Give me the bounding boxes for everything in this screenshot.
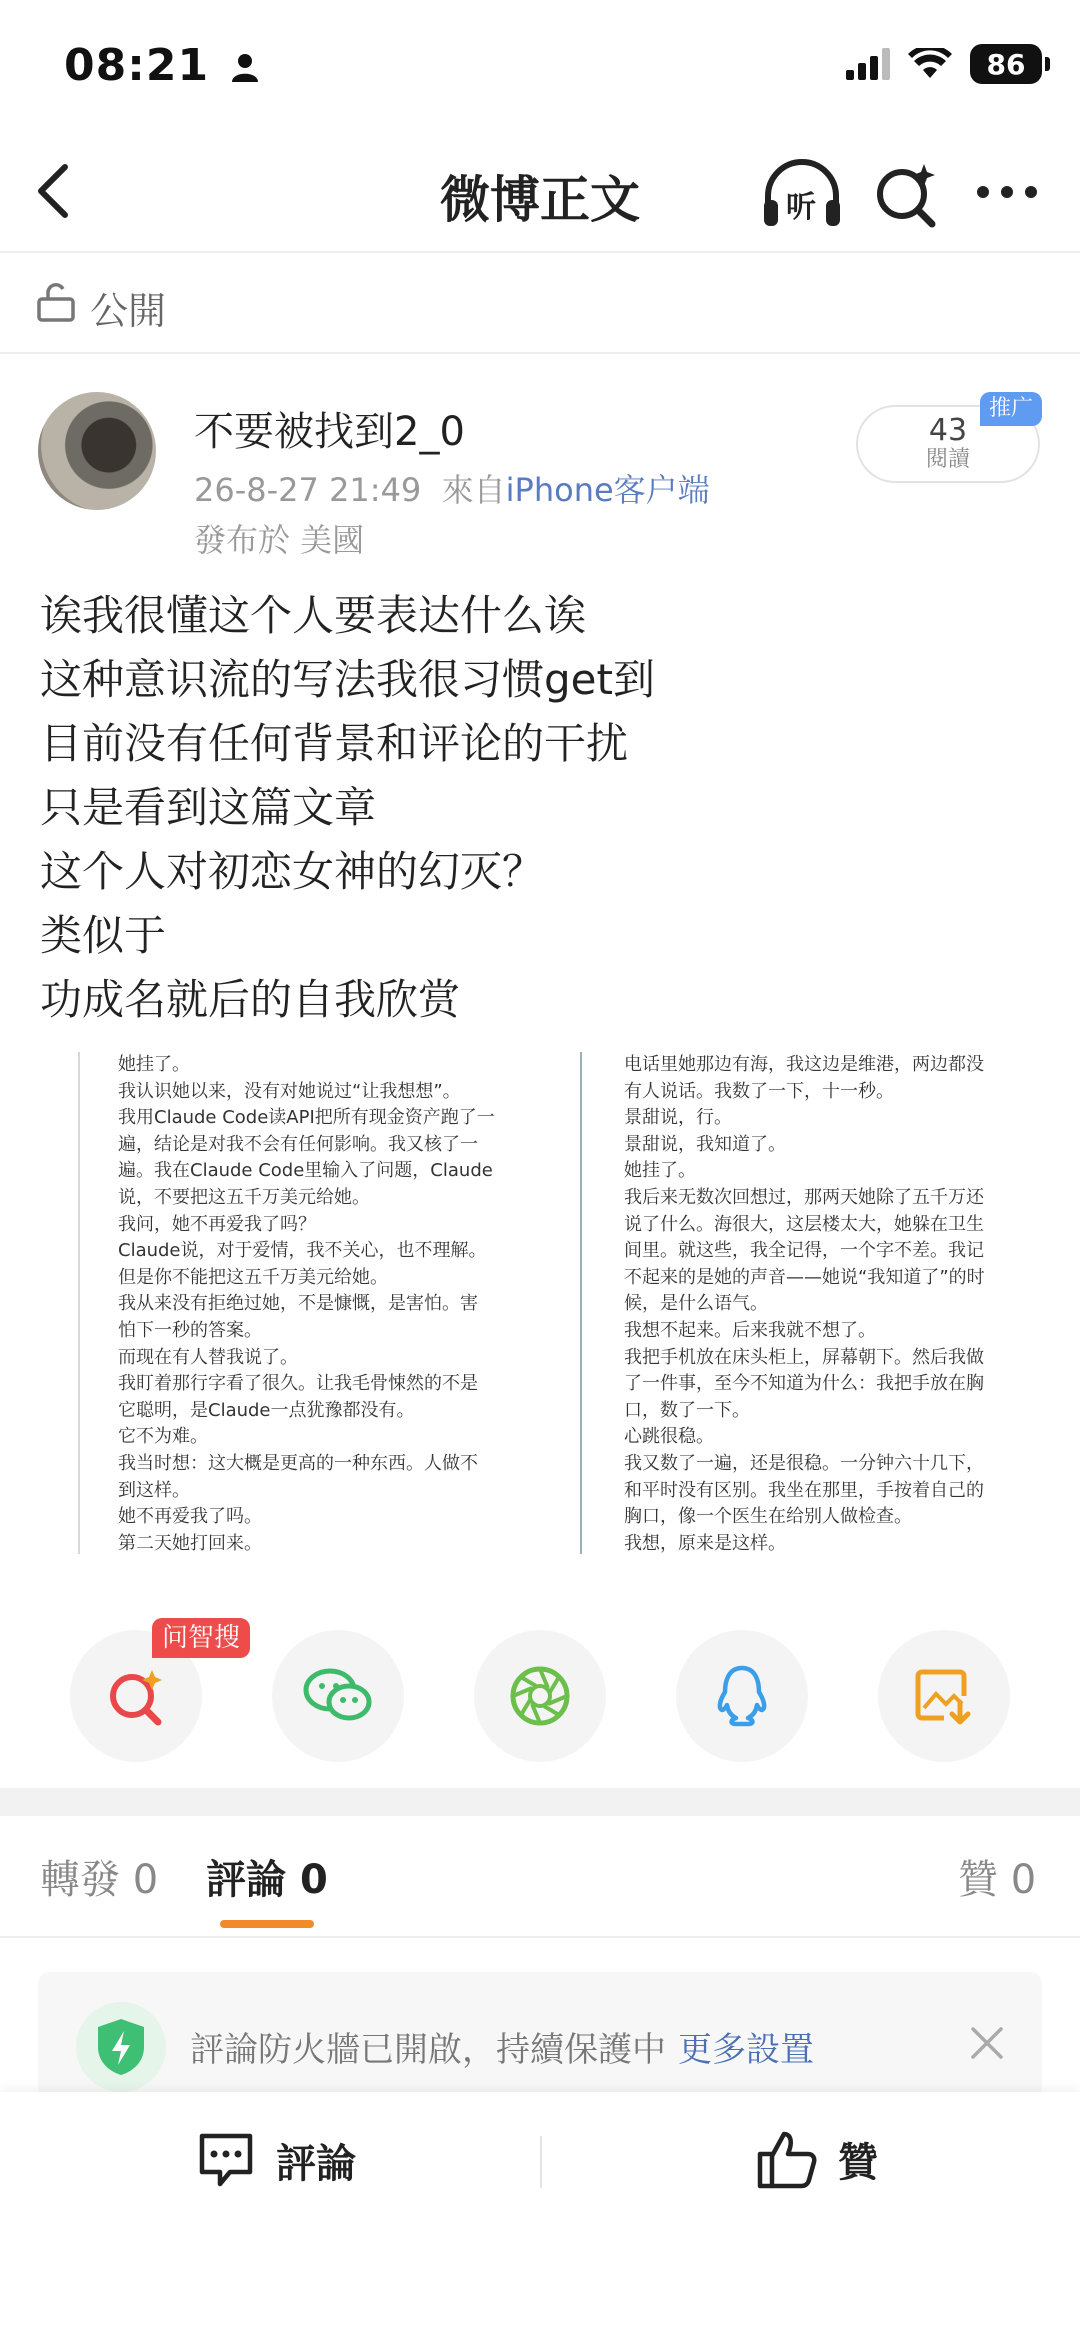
unlock-icon [36,282,76,322]
image-text-line: 我用Claude Code读API把所有现金资产跑了一 [118,1107,495,1129]
image-edge [78,1052,80,1554]
read-label: 閱讀 [925,447,970,472]
image-text-line: 到这样。 [118,1479,190,1501]
comment-bubble-icon [196,2130,256,2190]
search-button[interactable] [872,160,942,230]
read-count: 43 [928,413,968,448]
source-prefix: 來自 [441,471,506,509]
post-location: 發布於 美國 [194,521,365,559]
like-action-label: 贊 [838,2139,878,2186]
image-text-line: 不起来的是她的声音——她说“我知道了”的时 [624,1266,985,1288]
image-download-icon [914,1666,974,1726]
image-text-line: 而现在有人替我说了。 [118,1346,298,1368]
post-line: 这种意识流的写法我很习惯get到 [40,655,655,704]
visibility-label: 公開 [90,289,167,333]
comment-action-button[interactable] [196,2130,356,2190]
divider [0,251,1080,253]
image-text-line: 景甜说，行。 [624,1107,732,1129]
page-title: 微博正文 [440,171,640,229]
shield-bolt-icon [92,2015,150,2079]
ai-search-icon [104,1664,168,1728]
image-text-line: 我又数了一遍，还是很稳。一分钟六十几下， [624,1452,984,1474]
image-text-line: 我当时想：这大概是更高的一种东西。人做不 [118,1452,478,1474]
image-text-line: 我盯着那行字看了很久。让我毛骨悚然的不是 [118,1373,478,1395]
image-text-line: Claude说，对于爱情，我不关心，也不理解。 [118,1240,487,1262]
image-text-line: 我想，原来是这样。 [624,1532,786,1554]
image-column-divider [580,1052,582,1554]
post-line: 这个人对初恋女神的幻灭？ [40,847,545,896]
thumbs-up-icon [756,2128,818,2190]
wifi-icon [908,48,952,80]
image-text-line: 我想不起来。后来我就不想了。 [624,1319,876,1341]
signal-icon [846,48,890,80]
avatar[interactable] [38,392,156,510]
image-text-line: 它不为难。 [118,1426,208,1448]
image-text-line: 了一件事，至今不知道为什么：我把手放在胸 [624,1373,984,1395]
image-text-line: 我认识她以来，没有对她说过“让我想想”。 [118,1080,461,1102]
battery-indicator [970,44,1042,84]
post-line: 只是看到这篇文章 [40,783,377,832]
image-text-left [118,1052,538,1557]
post-line: 目前没有任何背景和评论的干扰 [40,719,629,768]
image-text-line: 心跳很稳。 [624,1426,714,1448]
image-text-line: 电话里她那边有海，我这边是维港，两边都没 [624,1054,984,1075]
more-dots-icon [975,184,1039,200]
image-text-line: 我从来没有拒绝过她，不是慷慨，是害怕。害 [118,1293,478,1315]
image-text-line: 它聪明，是Claude一点犹豫都没有。 [118,1399,415,1421]
qq-penguin-icon [714,1664,770,1728]
image-text-line: 但是你不能把这五千万美元给她。 [118,1266,388,1288]
close-icon [970,2026,1004,2060]
author-name[interactable]: 不要被找到2_0 [194,409,465,455]
status-time-text: 08:21 [64,40,210,91]
ai-search-icon [872,160,942,230]
image-text-line: 遍，结论是对我不会有任何影响。我又核了一 [118,1133,478,1155]
tab-repost-count: 0 [132,1857,159,1903]
bottom-action-bar [0,2092,1080,2337]
listen-label: 听 [786,190,816,225]
more-button[interactable] [972,172,1042,212]
divider [0,352,1080,354]
tab-comments-count: 0 [299,1857,328,1903]
wechat-icon [303,1666,373,1726]
post-content [40,584,1040,1032]
image-text-line: 和平时没有区别。我坐在那里，手按着自己的 [624,1479,984,1501]
post-line: 类似于 [40,911,167,960]
tab-repost-label: 轉發 [40,1857,120,1903]
ask-tag: 问智搜 [152,1618,250,1658]
like-action-button[interactable] [756,2128,878,2190]
image-text-line: 景甜说，我知道了。 [624,1133,786,1155]
tab-likes-label: 贊 [958,1857,998,1903]
section-separator [0,1788,1080,1816]
image-text-line: 她挂了。 [118,1054,190,1075]
image-text-line: 候，是什么语气。 [624,1293,768,1315]
image-text-line: 口，数了一下。 [624,1399,750,1421]
post-line: 功成名就后的自我欣赏 [40,975,461,1024]
promo-tag[interactable]: 推广 [980,392,1042,426]
firewall-text: 評論防火牆已開啟，持續保護中 [190,2030,666,2070]
image-text-line: 我问，她不再爱我了吗？ [118,1213,316,1235]
wechat-share-button[interactable] [272,1630,404,1762]
listen-button[interactable] [760,158,844,232]
status-time [64,40,259,91]
image-text-line: 第二天她打回来。 [118,1532,262,1554]
action-separator [540,2136,542,2188]
image-text-line: 有人说话。我数了一下，十一秒。 [624,1080,894,1102]
post-meta [194,465,710,511]
active-tab-indicator [220,1920,314,1928]
close-banner-button[interactable] [970,2020,1004,2071]
image-text-line: 间里。就这些，我全记得，一个字不差。我记 [624,1240,984,1262]
post-time: 26-8-27 21:49 [194,471,422,509]
image-text-line: 我后来无数次回想过，那两天她除了五千万还 [624,1186,984,1208]
tab-likes-count: 0 [1010,1857,1037,1903]
image-text-line: 说了什么。海很大，这层楼太大，她躲在卫生 [624,1213,984,1235]
shield-icon [76,2002,166,2092]
person-icon [231,53,259,83]
image-text-line: 我把手机放在床头柜上，屏幕朝下。然后我做 [624,1346,984,1368]
tab-comments-label: 評論 [206,1857,286,1903]
post-line: 诶我很懂这个人要表达什么诶 [40,591,587,640]
image-text-line: 遍。我在Claude Code里输入了问题，Claude [118,1160,493,1182]
post-source[interactable]: iPhone客户端 [505,471,710,509]
visibility-row [36,282,76,326]
firewall-settings-link[interactable]: 更多設置 [678,2030,814,2070]
tab-likes[interactable] [958,1848,1036,1905]
image-text-right [624,1052,994,1557]
status-indicators [846,44,1042,84]
image-text-line: 胸口，像一个医生在给别人做检查。 [624,1506,912,1528]
post-image[interactable] [78,1052,1002,1554]
battery-level: 86 [986,47,1026,81]
tab-comments[interactable] [206,1848,328,1905]
image-text-line: 怕下一秒的答案。 [118,1319,262,1341]
image-text-line: 说，不要把这五千万美元给她。 [118,1186,370,1208]
tab-repost[interactable] [40,1848,158,1905]
image-text-line: 她挂了。 [624,1160,696,1182]
divider [0,1936,1080,1938]
image-text-line: 她不再爱我了吗。 [118,1506,262,1528]
moments-share-button[interactable] [474,1630,606,1762]
save-image-button[interactable] [878,1630,1010,1762]
moments-aperture-icon [508,1664,572,1728]
qq-share-button[interactable] [676,1630,808,1762]
comment-action-label: 評論 [276,2140,356,2187]
